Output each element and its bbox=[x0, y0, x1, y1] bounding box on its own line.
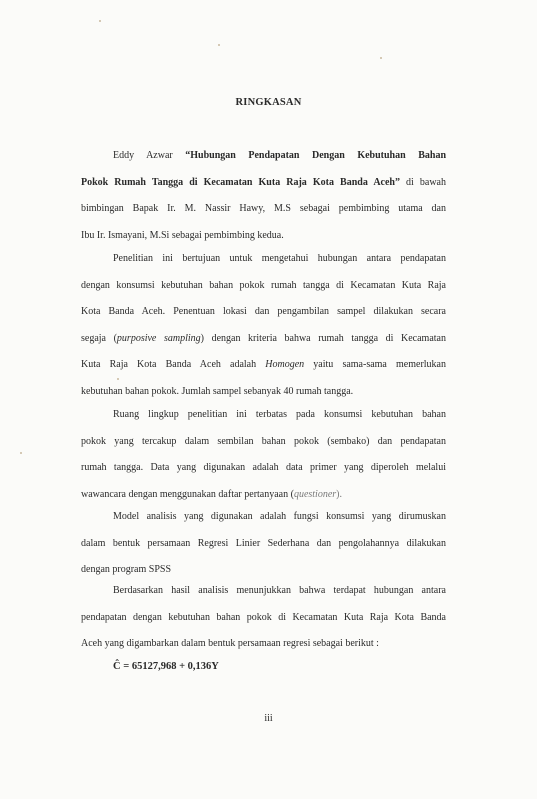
paragraph-result bbox=[81, 584, 446, 664]
paper-speck bbox=[218, 44, 220, 46]
text-line: pokok yang tercakup dalam sembilan bahan pokok (sembako) dan pendapatan bbox=[81, 435, 446, 447]
text-line: Berdasarkan hasil analisis menunjukkan bahwa terdapat hubungan antara bbox=[113, 585, 446, 596]
paragraph-author bbox=[81, 149, 446, 255]
text-line bbox=[81, 358, 446, 385]
bold-text: “Hubungan Pendapatan Dengan Kebutuhan Bahan bbox=[185, 150, 446, 161]
text-line: pendapatan dengan kebutuhan bahan pokok di Kecamatan Kuta Raja Kota Banda bbox=[81, 611, 446, 623]
text-line: kebutuhan bahan pokok. Jumlah sampel sebanyak 40 rumah tangga. bbox=[81, 385, 354, 397]
text-span: ). bbox=[336, 488, 343, 500]
text-line bbox=[81, 176, 446, 203]
italic-text: purposive sampling bbox=[116, 332, 201, 344]
text-span: di bawah bbox=[400, 176, 446, 188]
text-span: ) dengan kriteria bahwa rumah tangga di Kecamatan bbox=[200, 332, 446, 344]
text-line: Kota Banda Aceh. Penentuan lokasi dan pengambilan sampel dilakukan secara bbox=[81, 306, 446, 317]
text-line: dengan konsumsi kebutuhan bahan pokok rumah tangga di Kecamatan Kuta Raja bbox=[81, 279, 446, 291]
paper-speck bbox=[99, 20, 101, 22]
text-line: dengan program SPSS bbox=[81, 564, 171, 575]
text-span: Kuta Raja Kota Banda Aceh adalah bbox=[81, 359, 266, 370]
paragraph-model bbox=[81, 510, 446, 590]
paper-speck bbox=[20, 452, 22, 454]
regression-formula: Ĉ = 65127,968 + 0,136Y bbox=[113, 661, 219, 672]
text-line: Aceh yang digambarkan dalam bentuk persamaan regresi sebagai berikut : bbox=[81, 638, 379, 649]
text-line: Model analisis yang digunakan adalah fungsi konsumsi yang dirumuskan bbox=[113, 511, 446, 522]
text-span: yaitu sama-sama memerlukan bbox=[304, 359, 446, 370]
page-title: RINGKASAN bbox=[235, 97, 302, 108]
text-span: segaja ( bbox=[81, 332, 117, 344]
text-line: rumah tangga. Data yang digunakan adalah data primer yang diperoleh melalui bbox=[81, 462, 446, 473]
text-line: bimbingan Bapak Ir. M. Nassir Hawy, M.S sebagai pembimbing utama dan bbox=[81, 203, 446, 214]
text-span: Eddy Azwar bbox=[113, 150, 186, 161]
bold-text: Pokok Rumah Tangga di Kecamatan Kuta Raja Kota Banda Aceh” bbox=[81, 176, 400, 188]
text-line bbox=[81, 149, 446, 176]
paragraph-scope bbox=[81, 408, 446, 514]
page-number: iii bbox=[264, 713, 273, 724]
text-line bbox=[81, 332, 446, 359]
paper-speck bbox=[380, 57, 382, 59]
text-span: wawancara dengan menggunakan daftar pertanyaan ( bbox=[81, 488, 294, 500]
italic-text: Homogen bbox=[265, 359, 305, 370]
paragraph-objective bbox=[81, 252, 446, 411]
text-line: Ibu Ir. Ismayani, M.Si sebagai pembimbing kedua. bbox=[81, 229, 284, 241]
text-line: dalam bentuk persamaan Regresi Linier Sederhana dan pengolahannya dilakukan bbox=[81, 537, 446, 549]
text-line: Penelitian ini bertujuan untuk mengetahui hubungan antara pendapatan bbox=[113, 253, 446, 264]
italic-text: questioner bbox=[293, 488, 337, 500]
text-line: Ruang lingkup penelitian ini terbatas pada konsumsi kebutuhan bahan bbox=[113, 409, 446, 420]
